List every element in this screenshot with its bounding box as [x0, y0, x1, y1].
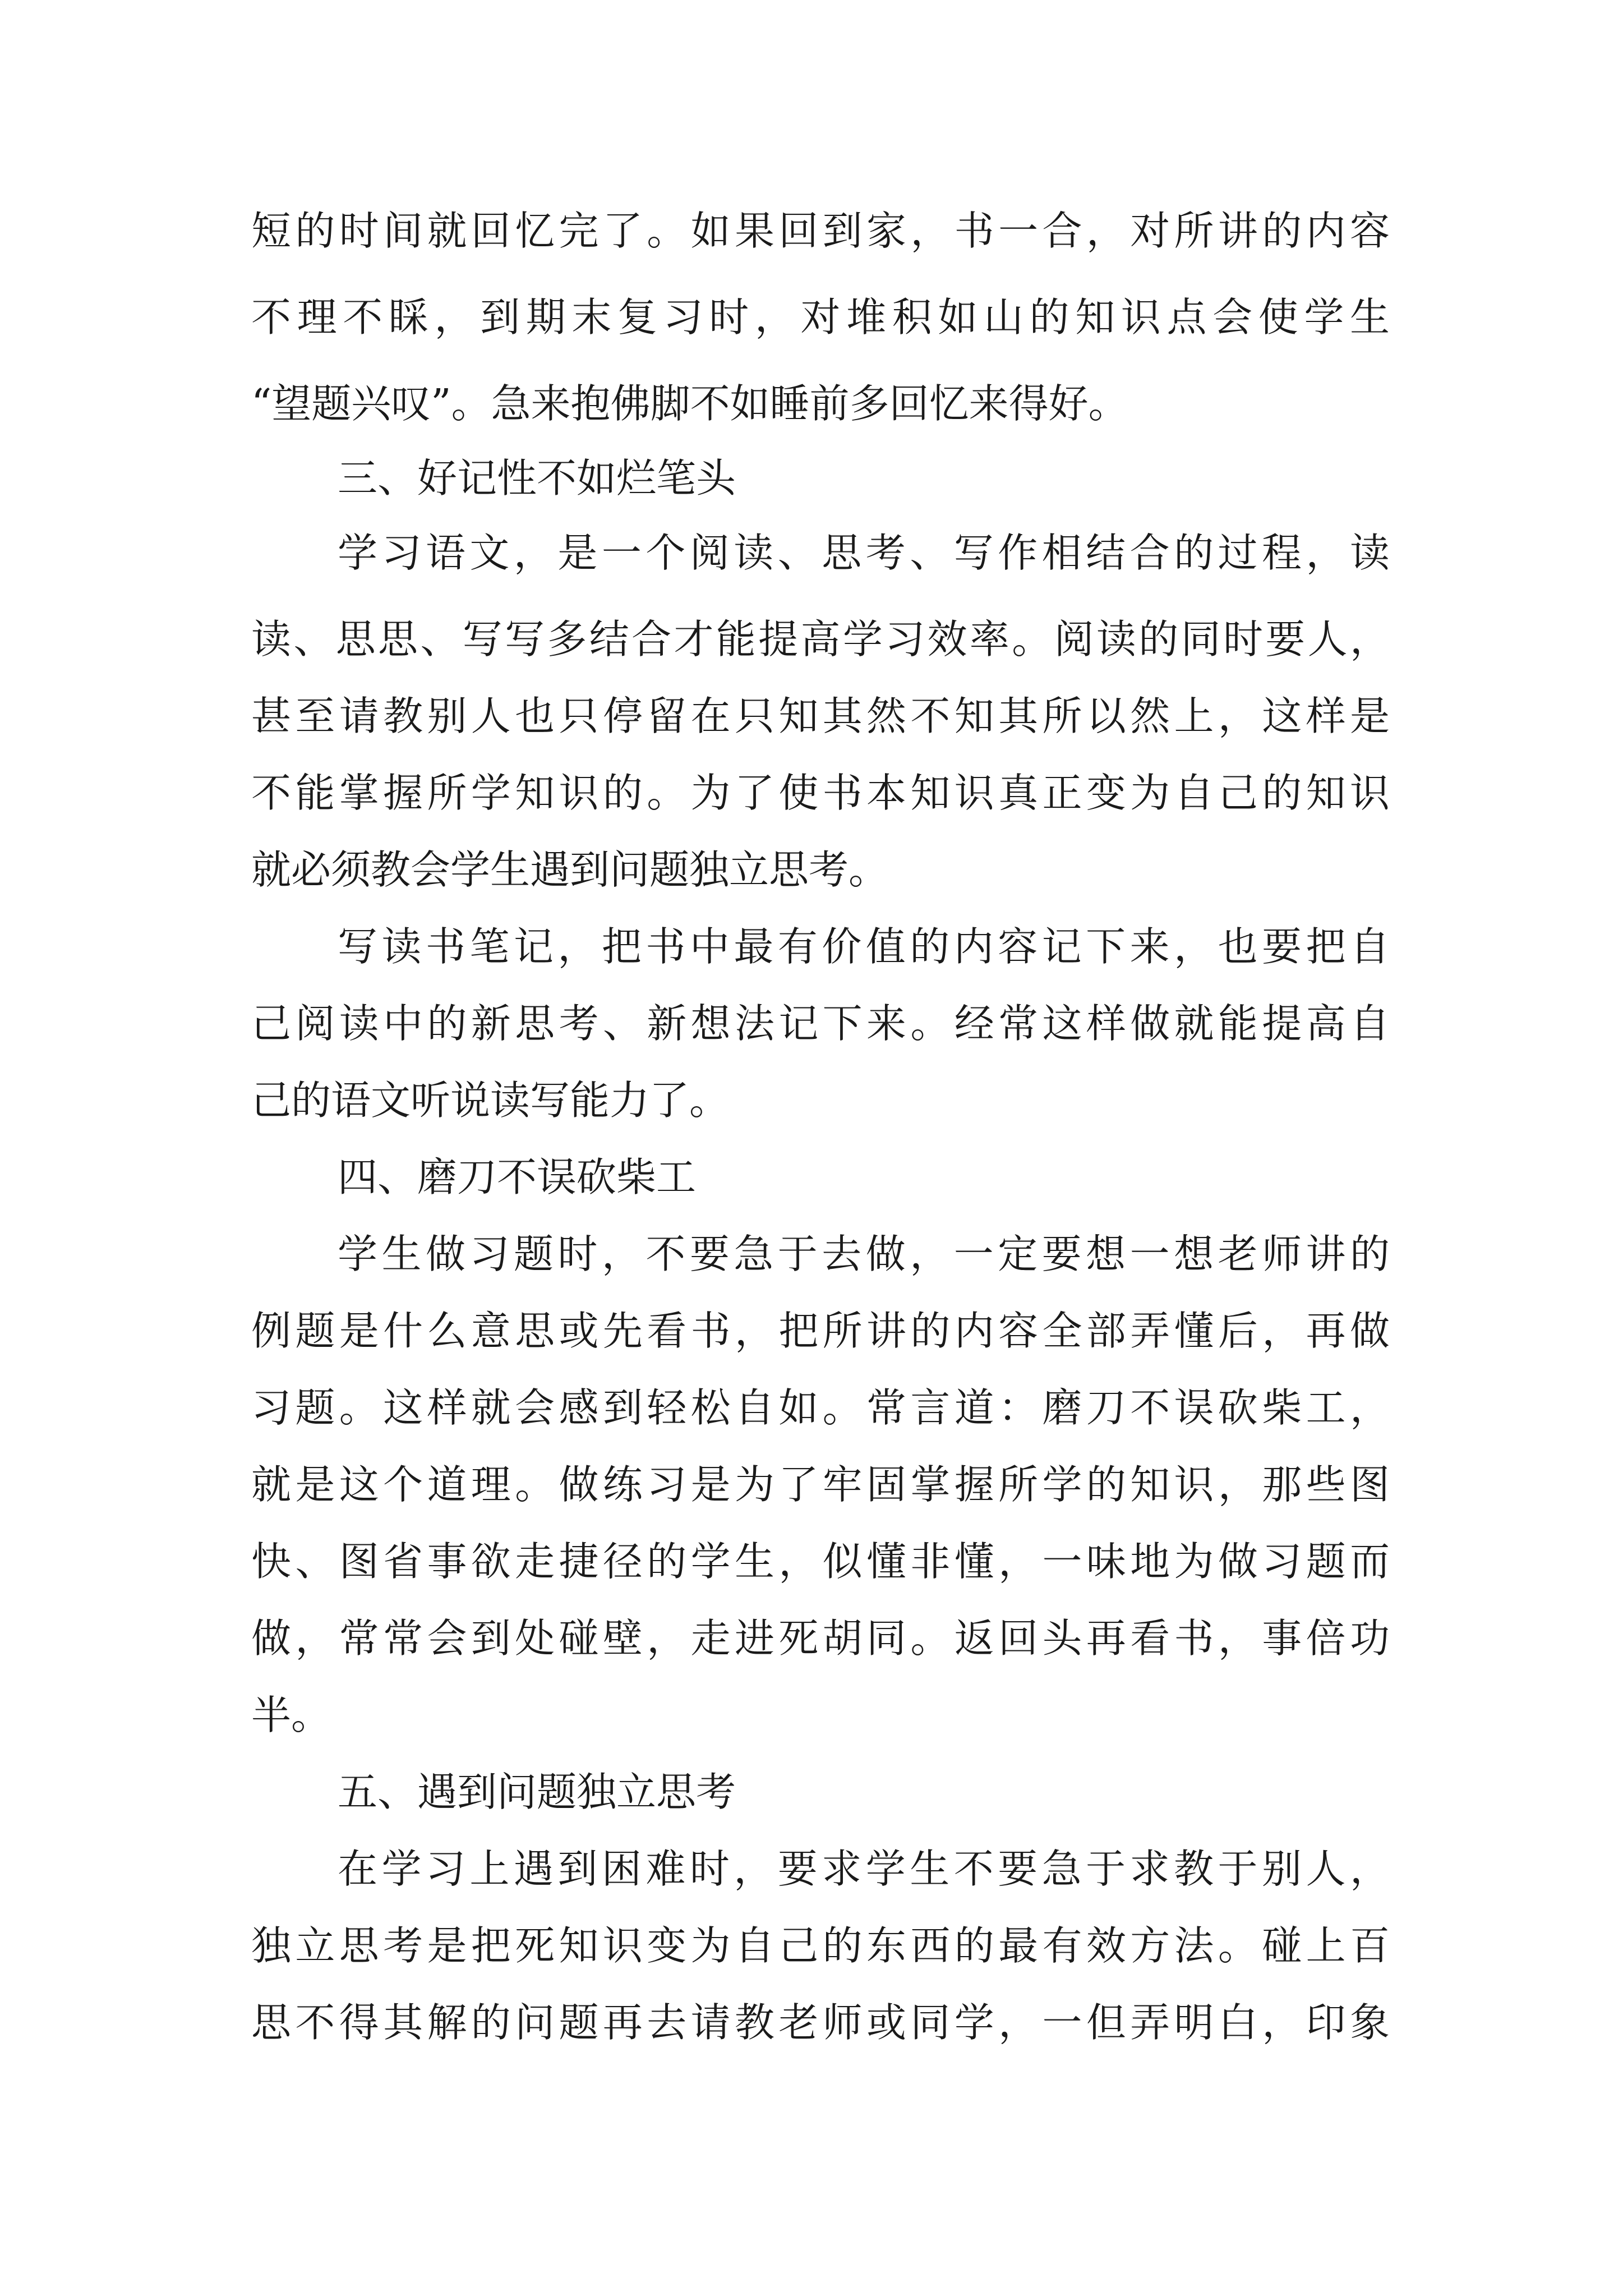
section-heading: 四、磨刀不误砍柴工 — [338, 1154, 697, 1200]
paragraph-line: “望题兴叹”。急来抱佛脚不如睡前多回忆来得好。 — [251, 380, 1128, 427]
paragraph-line: 己的语文听说读写能力了。 — [251, 1077, 730, 1124]
paragraph-line: 不能掌握所学知识的。为了使书本知识真正变为自己的知识 — [251, 770, 1390, 816]
paragraph-line: 写读书笔记，把书中最有价值的内容记下来，也要把自 — [338, 923, 1390, 970]
paragraph-line: 短的时间就回忆完了。如果回到家，书一合，对所讲的内容 — [251, 208, 1390, 254]
paragraph-line: 在学习上遇到困难时，要求学生不要急于求教于别人， — [338, 1846, 1390, 1892]
paragraph-line: 读、思思、写写多结合才能提高学习效率。阅读的同时要人， — [251, 616, 1390, 662]
paragraph-line: 学习语文，是一个阅读、思考、写作相结合的过程，读 — [338, 530, 1390, 576]
section-heading: 五、遇到问题独立思考 — [338, 1769, 736, 1815]
paragraph-line: 学生做习题时，不要急于去做，一定要想一想老师讲的 — [338, 1231, 1390, 1277]
paragraph-line: 就是这个道理。做练习是为了牢固掌握所学的知识，那些图 — [251, 1461, 1390, 1508]
paragraph-line: 做，常常会到处碰壁，走进死胡同。返回头再看书，事倍功 — [251, 1615, 1390, 1662]
paragraph-line: 半。 — [251, 1692, 331, 1738]
paragraph-line: 甚至请教别人也只停留在只知其然不知其所以然上，这样是 — [251, 693, 1390, 739]
paragraph-line: 就必须教会学生遇到问题独立思考。 — [251, 846, 889, 893]
paragraph-line: 不理不睬，到期末复习时，对堆积如山的知识点会使学生 — [251, 294, 1390, 341]
section-heading: 三、好记性不如烂笔头 — [338, 455, 736, 501]
paragraph-line: 独立思考是把死知识变为自己的东西的最有效方法。碰上百 — [251, 1922, 1390, 1969]
paragraph-line: 快、图省事欲走捷径的学生，似懂非懂，一味地为做习题而 — [251, 1538, 1390, 1585]
paragraph-line: 己阅读中的新思考、新想法记下来。经常这样做就能提高自 — [251, 1000, 1390, 1047]
paragraph-line: 思不得其解的问题再去请教老师或同学，一但弄明白，印象 — [251, 1999, 1390, 2046]
paragraph-line: 习题。这样就会感到轻松自如。常言道：磨刀不误砍柴工， — [251, 1384, 1390, 1431]
paragraph-line: 例题是什么意思或先看书，把所讲的内容全部弄懂后，再做 — [251, 1308, 1390, 1354]
